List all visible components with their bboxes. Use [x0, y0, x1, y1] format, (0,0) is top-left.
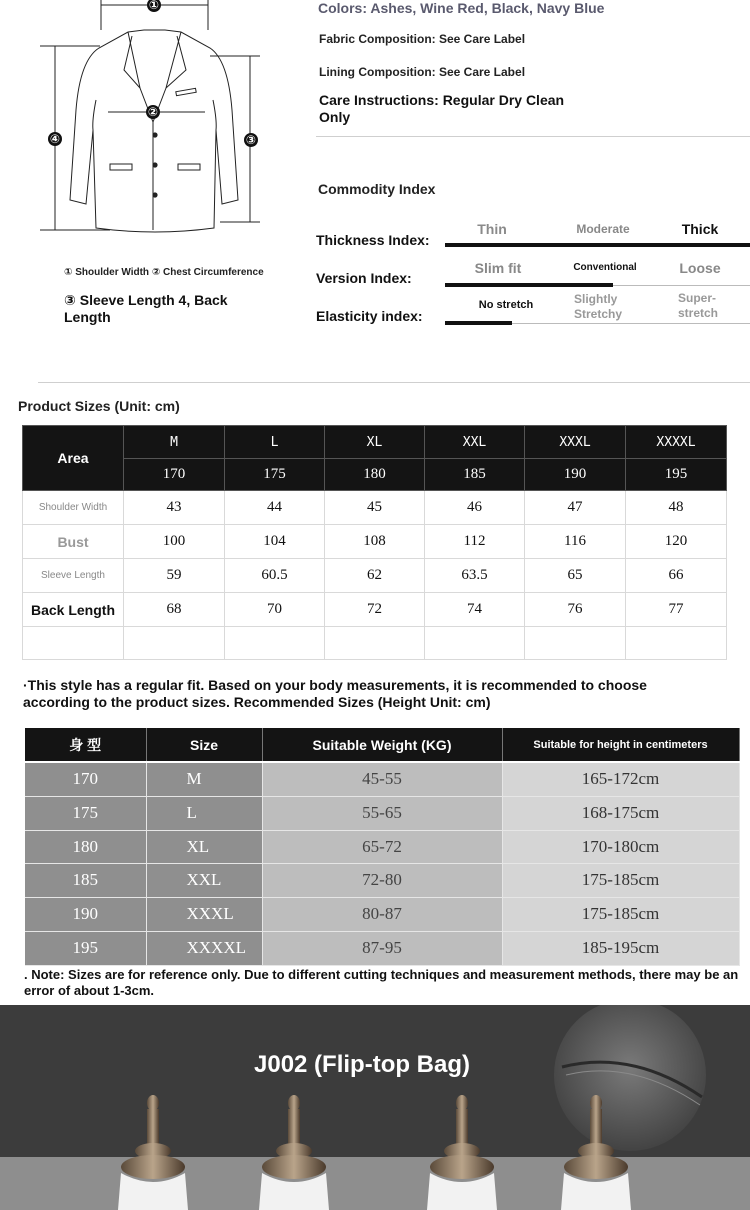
table-cell: 72: [325, 593, 425, 627]
table-cell: 180: [25, 830, 146, 863]
table-cell: 108: [325, 525, 425, 559]
mannequin-2: [259, 1095, 329, 1210]
height-column-header: Suitable for height in centimeters: [502, 728, 739, 762]
fabric-text: Fabric Composition: See Care Label: [319, 32, 526, 46]
jacket-measurement-diagram: [0, 0, 300, 245]
table-row: [23, 525, 727, 559]
fit-note: ·This style has a regular fit. Based on your body measurements, it is recommended to choose according to the product sizes. Recommended Sizes (Height Unit: cm): [23, 677, 647, 710]
care-text: Care Instructions: Regular Dry Clean Only: [319, 92, 565, 125]
version-option-conventional: Conventional: [573, 262, 637, 273]
table-row: [23, 593, 727, 627]
elasticity-option-super-stretch: Super-stretch: [678, 291, 719, 320]
area-header: Area: [23, 426, 124, 491]
diagram-legend-big: ③ Sleeve Length 4, Back Length: [64, 292, 228, 325]
table-cell: 170-180cm: [502, 830, 739, 863]
weight-column-header: Suitable Weight (KG): [262, 728, 502, 762]
height-header: 190: [525, 459, 626, 491]
table-cell: 165-172cm: [502, 762, 739, 796]
table-cell: 60.5: [225, 559, 325, 593]
divider: [316, 136, 750, 137]
version-option-loose: Loose: [679, 260, 721, 276]
height-header: 195: [626, 459, 727, 491]
table-cell: 72-80: [262, 863, 502, 897]
table-row: [25, 863, 739, 897]
table-cell: 68: [124, 593, 225, 627]
elasticity-option-no-stretch: No stretch: [478, 299, 534, 311]
table-cell: 44: [225, 491, 325, 525]
size-header: L: [225, 426, 325, 459]
table-row: [25, 830, 739, 863]
row-label: Shoulder Width: [23, 491, 124, 525]
table-cell: 175-185cm: [502, 863, 739, 897]
table-cell: 80-87: [262, 897, 502, 931]
disclaimer-note: . Note: Sizes are for reference only. Due to different cutting techniques and measurement methods, there may be an error of about 1-3cm.: [24, 967, 739, 998]
table-cell: 48: [626, 491, 727, 525]
mannequin-necks-image: [110, 1093, 710, 1210]
height-header: 180: [325, 459, 425, 491]
thickness-fill: [445, 243, 750, 247]
table-cell: 168-175cm: [502, 796, 739, 830]
body-type-header: 身 型: [25, 728, 146, 762]
marker-3: ③: [245, 133, 257, 147]
table-row: [25, 796, 739, 830]
table-cell: XXXXL: [146, 931, 262, 965]
product-sizes-table: [22, 425, 727, 660]
size-column-header: Size: [146, 728, 262, 762]
table-cell: 100: [124, 525, 225, 559]
version-option-slim-fit: Slim fit: [474, 260, 522, 276]
mannequin-1: [118, 1095, 188, 1210]
table-cell: 76: [525, 593, 626, 627]
row-label: Sleeve Length: [23, 559, 124, 593]
mannequin-3: [427, 1095, 497, 1210]
table-cell: 77: [626, 593, 727, 627]
marker-4: ④: [49, 132, 61, 146]
table-cell: M: [146, 762, 262, 796]
diagram-legend-small: ① Shoulder Width ② Chest Circumference: [64, 267, 264, 278]
table-cell: 45: [325, 491, 425, 525]
table-cell: 175: [25, 796, 146, 830]
elasticity-label: Elasticity index:: [316, 308, 423, 324]
table-cell: 70: [225, 593, 325, 627]
table-cell: 65: [525, 559, 626, 593]
table-row: [25, 762, 739, 796]
table-cell: 120: [626, 525, 727, 559]
thickness-label: Thickness Index:: [316, 232, 430, 248]
size-header: XXXL: [525, 426, 626, 459]
table-cell: XXL: [146, 863, 262, 897]
table-cell: 63.5: [425, 559, 525, 593]
thickness-option-thick: Thick: [681, 221, 719, 237]
recommended-sizes-table: [25, 728, 740, 966]
size-header: M: [124, 426, 225, 459]
table-cell: 65-72: [262, 830, 502, 863]
marker-1: ①: [148, 0, 160, 12]
thickness-option-moderate: Moderate: [576, 222, 630, 236]
version-fill: [445, 283, 613, 287]
product-sizes-title: Product Sizes (Unit: cm): [18, 398, 180, 414]
table-cell: 175-185cm: [502, 897, 739, 931]
table-cell: 59: [124, 559, 225, 593]
height-header: 185: [425, 459, 525, 491]
size-header: XXXXL: [626, 426, 727, 459]
table-cell: 62: [325, 559, 425, 593]
marker-2: ②: [147, 105, 159, 119]
height-header: 175: [225, 459, 325, 491]
size-header: XL: [325, 426, 425, 459]
table-row: [23, 559, 727, 593]
table-cell: 74: [425, 593, 525, 627]
size-header: XXL: [425, 426, 525, 459]
table-row: [25, 897, 739, 931]
mannequin-4: [561, 1095, 631, 1210]
table-cell: XL: [146, 830, 262, 863]
version-label: Version Index:: [316, 270, 412, 286]
table-cell: 46: [425, 491, 525, 525]
table-cell: 55-65: [262, 796, 502, 830]
table-cell: 45-55: [262, 762, 502, 796]
table-cell: 47: [525, 491, 626, 525]
table-row-empty: [23, 627, 727, 660]
elasticity-fill: [445, 321, 512, 325]
table-cell: 185: [25, 863, 146, 897]
table-cell: 190: [25, 897, 146, 931]
table-cell: 43: [124, 491, 225, 525]
table-cell: 112: [425, 525, 525, 559]
banner-title: J002 (Flip-top Bag): [254, 1051, 471, 1078]
table-cell: 185-195cm: [502, 931, 739, 965]
height-header: 170: [124, 459, 225, 491]
table-cell: 104: [225, 525, 325, 559]
table-cell: 87-95: [262, 931, 502, 965]
table-row: [25, 931, 739, 965]
table-row: [23, 491, 727, 525]
elasticity-option-slightly-stretchy: Slightly Stretchy: [574, 292, 623, 321]
section-divider: [38, 382, 750, 383]
table-cell: 170: [25, 762, 146, 796]
lining-text: Lining Composition: See Care Label: [319, 65, 526, 79]
table-cell: XXXL: [146, 897, 262, 931]
row-label: Bust: [23, 525, 124, 559]
table-cell: 116: [525, 525, 626, 559]
table-cell: 66: [626, 559, 727, 593]
row-label: Back Length: [23, 593, 124, 627]
colors-text: Colors: Ashes, Wine Red, Black, Navy Blue: [318, 0, 605, 16]
thickness-option-thin: Thin: [477, 221, 507, 237]
commodity-index-title: Commodity Index: [318, 181, 436, 197]
table-cell: 195: [25, 931, 146, 965]
table-cell: L: [146, 796, 262, 830]
